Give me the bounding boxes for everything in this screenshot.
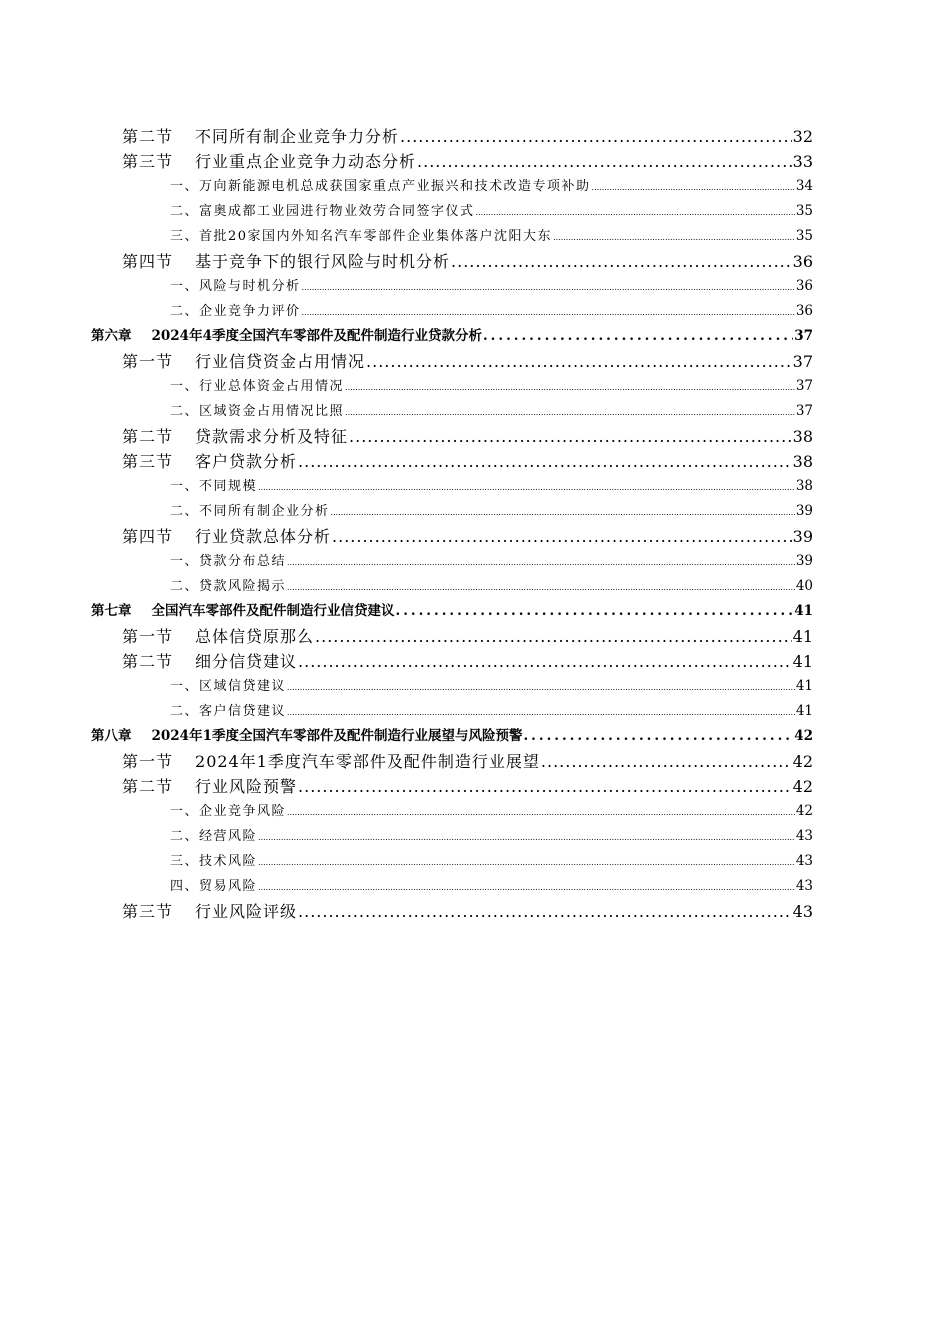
toc-entry-title: 行业总体资金占用情况	[199, 379, 345, 394]
toc-leader-dots	[298, 449, 792, 474]
table-of-contents	[0, 124, 950, 924]
toc-entry-sub[interactable]	[0, 674, 950, 699]
toc-entry-number: 二、	[170, 579, 200, 594]
toc-entry-section[interactable]	[0, 124, 950, 149]
toc-entry-section[interactable]	[0, 624, 950, 649]
toc-entry-title: 客户贷款分析	[195, 452, 298, 471]
toc-entry-title: 万向新能源电机总成获国家重点产业振兴和技术改造专项补助	[199, 179, 591, 194]
toc-entry-number: 三、	[170, 854, 200, 869]
toc-entry-title: 经营风险	[199, 829, 258, 844]
toc-leader-dots	[396, 599, 794, 624]
toc-entry-number: 一、	[170, 179, 200, 194]
toc-leader-dots	[302, 275, 795, 300]
toc-entry-number: 一、	[170, 379, 200, 394]
toc-leader-dots	[258, 875, 795, 900]
toc-entry-sub[interactable]	[0, 849, 950, 874]
toc-entry-number: 第二节	[122, 127, 174, 146]
toc-entry-number: 第一节	[122, 352, 174, 371]
toc-leader-dots	[287, 575, 795, 600]
toc-entry-section[interactable]	[0, 449, 950, 474]
toc-leader-dots	[287, 700, 795, 725]
toc-entry-title: 风险与时机分析	[199, 279, 301, 294]
toc-entry-number: 第二节	[122, 652, 174, 671]
toc-entry-chapter[interactable]	[0, 724, 950, 749]
toc-entry-section[interactable]	[0, 249, 950, 274]
toc-leader-dots	[298, 899, 792, 924]
toc-entry-sub[interactable]	[0, 174, 950, 199]
toc-leader-dots	[258, 825, 795, 850]
toc-entry-title: 区域资金占用情况比照	[199, 404, 345, 419]
toc-entry-title: 行业信贷资金占用情况	[195, 352, 366, 371]
toc-leader-dots	[345, 400, 795, 425]
toc-leader-dots	[258, 850, 795, 875]
toc-leader-dots	[451, 249, 792, 274]
toc-entry-page-number: 42	[794, 728, 813, 744]
toc-entry-page-number: 35	[795, 228, 813, 244]
toc-entry-number: 一、	[170, 279, 200, 294]
toc-entry-sub[interactable]	[0, 474, 950, 499]
toc-entry-sub[interactable]	[0, 399, 950, 424]
toc-entry-title: 不同所有制企业竞争力分析	[195, 127, 400, 146]
toc-entry-title: 富奥成都工业园进行物业效劳合同签字仪式	[199, 204, 475, 219]
toc-entry-sub[interactable]	[0, 574, 950, 599]
toc-entry-title: 2024年1季度全国汽车零部件及配件制造行业展望与风险预警	[151, 728, 523, 744]
toc-entry-number: 二、	[170, 704, 200, 719]
toc-entry-title: 基于竞争下的银行风险与时机分析	[195, 252, 451, 271]
toc-entry-page-number: 43	[795, 828, 813, 844]
toc-entry-number: 一、	[170, 554, 200, 569]
toc-entry-section[interactable]	[0, 749, 950, 774]
toc-entry-page-number: 43	[795, 853, 813, 869]
toc-entry-sub[interactable]	[0, 549, 950, 574]
toc-entry-title: 细分信贷建议	[195, 652, 298, 671]
toc-entry-sub[interactable]	[0, 824, 950, 849]
toc-entry-title: 行业风险评级	[195, 902, 298, 921]
toc-entry-number: 第三节	[122, 452, 174, 471]
toc-entry-page-number: 41	[795, 678, 813, 694]
toc-entry-title: 全国汽车零部件及配件制造行业信贷建议	[151, 603, 395, 619]
toc-entry-chapter[interactable]	[0, 324, 950, 349]
toc-entry-number: 第六章	[91, 328, 132, 344]
toc-entry-section[interactable]	[0, 649, 950, 674]
toc-entry-page-number: 37	[792, 352, 813, 371]
toc-entry-chapter[interactable]	[0, 599, 950, 624]
toc-entry-page-number: 42	[792, 777, 813, 796]
toc-entry-number: 第三节	[122, 902, 174, 921]
toc-leader-dots	[287, 675, 795, 700]
toc-entry-page-number: 41	[794, 603, 813, 619]
toc-leader-dots	[592, 175, 795, 200]
toc-leader-dots	[476, 200, 795, 225]
toc-leader-dots	[366, 349, 792, 374]
toc-entry-page-number: 38	[792, 452, 813, 471]
toc-entry-number: 第一节	[122, 627, 174, 646]
toc-leader-dots	[298, 774, 792, 799]
toc-leader-dots	[349, 424, 792, 449]
toc-entry-title: 总体信贷原那么	[195, 627, 315, 646]
toc-entry-sub[interactable]	[0, 699, 950, 724]
toc-entry-sub[interactable]	[0, 799, 950, 824]
toc-leader-dots	[417, 149, 792, 174]
toc-leader-dots	[287, 800, 795, 825]
toc-entry-section[interactable]	[0, 424, 950, 449]
toc-leader-dots	[541, 749, 792, 774]
toc-entry-page-number: 35	[795, 203, 813, 219]
toc-entry-title: 行业重点企业竞争力动态分析	[195, 152, 417, 171]
toc-entry-number: 第二节	[122, 427, 174, 446]
toc-entry-page-number: 39	[795, 553, 813, 569]
toc-entry-page-number: 32	[792, 127, 813, 146]
toc-entry-sub[interactable]	[0, 274, 950, 299]
toc-entry-number: 第三节	[122, 152, 174, 171]
toc-entry-number: 二、	[170, 204, 200, 219]
toc-entry-title: 贷款分布总结	[199, 554, 287, 569]
toc-leader-dots	[298, 649, 792, 674]
toc-entry-number: 第八章	[91, 728, 132, 744]
toc-entry-page-number: 34	[795, 178, 813, 194]
toc-entry-title: 2024年4季度全国汽车零部件及配件制造行业贷款分析	[151, 328, 482, 344]
toc-entry-title: 企业竞争风险	[199, 804, 287, 819]
toc-entry-section[interactable]	[0, 524, 950, 549]
toc-entry-number: 二、	[170, 304, 200, 319]
toc-entry-number: 四、	[170, 879, 200, 894]
toc-entry-page-number: 42	[795, 803, 813, 819]
toc-entry-number: 第七章	[91, 603, 132, 619]
toc-entry-page-number: 42	[792, 752, 813, 771]
toc-entry-number: 第四节	[122, 252, 174, 271]
toc-entry-page-number: 33	[792, 152, 813, 171]
toc-entry-title: 区域信贷建议	[199, 679, 287, 694]
toc-entry-title: 行业贷款总体分析	[195, 527, 332, 546]
toc-leader-dots	[523, 724, 793, 749]
toc-entry-page-number: 36	[795, 278, 813, 294]
toc-entry-page-number: 41	[795, 703, 813, 719]
toc-leader-dots	[332, 524, 792, 549]
toc-entry-page-number: 38	[795, 478, 813, 494]
toc-entry-number: 一、	[170, 804, 200, 819]
toc-entry-title: 首批20家国内外知名汽车零部件企业集体落户沈阳大东	[199, 229, 553, 244]
toc-leader-dots	[553, 225, 795, 250]
toc-entry-title: 不同所有制企业分析	[199, 504, 330, 519]
toc-leader-dots	[302, 300, 795, 325]
toc-leader-dots	[315, 624, 792, 649]
toc-entry-number: 一、	[170, 679, 200, 694]
toc-entry-sub[interactable]	[0, 299, 950, 324]
toc-entry-sub[interactable]	[0, 199, 950, 224]
toc-entry-title: 不同规模	[199, 479, 258, 494]
toc-entry-number: 二、	[170, 404, 200, 419]
toc-entry-section[interactable]	[0, 349, 950, 374]
toc-entry-page-number: 38	[792, 427, 813, 446]
toc-entry-page-number: 43	[792, 902, 813, 921]
toc-leader-dots	[287, 550, 795, 575]
toc-entry-page-number: 37	[795, 378, 813, 394]
toc-entry-section[interactable]	[0, 149, 950, 174]
toc-entry-page-number: 37	[795, 403, 813, 419]
toc-entry-title: 行业风险预警	[195, 777, 298, 796]
toc-entry-title: 贸易风险	[199, 879, 258, 894]
toc-entry-page-number: 40	[795, 578, 813, 594]
toc-entry-number: 第一节	[122, 752, 174, 771]
toc-entry-sub[interactable]	[0, 374, 950, 399]
toc-entry-page-number: 39	[795, 503, 813, 519]
toc-entry-page-number: 37	[794, 328, 813, 344]
toc-leader-dots	[345, 375, 795, 400]
toc-entry-title: 技术风险	[199, 854, 258, 869]
toc-leader-dots	[331, 500, 795, 525]
toc-entry-page-number: 41	[792, 627, 813, 646]
toc-entry-title: 2024年1季度汽车零部件及配件制造行业展望	[195, 752, 540, 771]
toc-entry-page-number: 41	[792, 652, 813, 671]
toc-entry-number: 第二节	[122, 777, 174, 796]
toc-entry-number: 三、	[170, 229, 200, 244]
toc-entry-title: 贷款风险揭示	[199, 579, 287, 594]
toc-entry-number: 第四节	[122, 527, 174, 546]
toc-entry-sub[interactable]	[0, 499, 950, 524]
toc-entry-page-number: 36	[792, 252, 813, 271]
toc-entry-title: 企业竞争力评价	[199, 304, 301, 319]
toc-entry-section[interactable]	[0, 774, 950, 799]
toc-leader-dots	[400, 124, 792, 149]
toc-leader-dots	[483, 324, 793, 349]
toc-entry-title: 客户信贷建议	[199, 704, 287, 719]
toc-entry-page-number: 36	[795, 303, 813, 319]
toc-entry-title: 贷款需求分析及特征	[195, 427, 349, 446]
toc-entry-sub[interactable]	[0, 224, 950, 249]
toc-entry-number: 二、	[170, 829, 200, 844]
toc-entry-number: 一、	[170, 479, 200, 494]
toc-entry-section[interactable]	[0, 899, 950, 924]
toc-entry-page-number: 43	[795, 878, 813, 894]
toc-entry-sub[interactable]	[0, 874, 950, 899]
toc-entry-page-number: 39	[792, 527, 813, 546]
toc-entry-number: 二、	[170, 504, 200, 519]
toc-leader-dots	[258, 475, 795, 500]
